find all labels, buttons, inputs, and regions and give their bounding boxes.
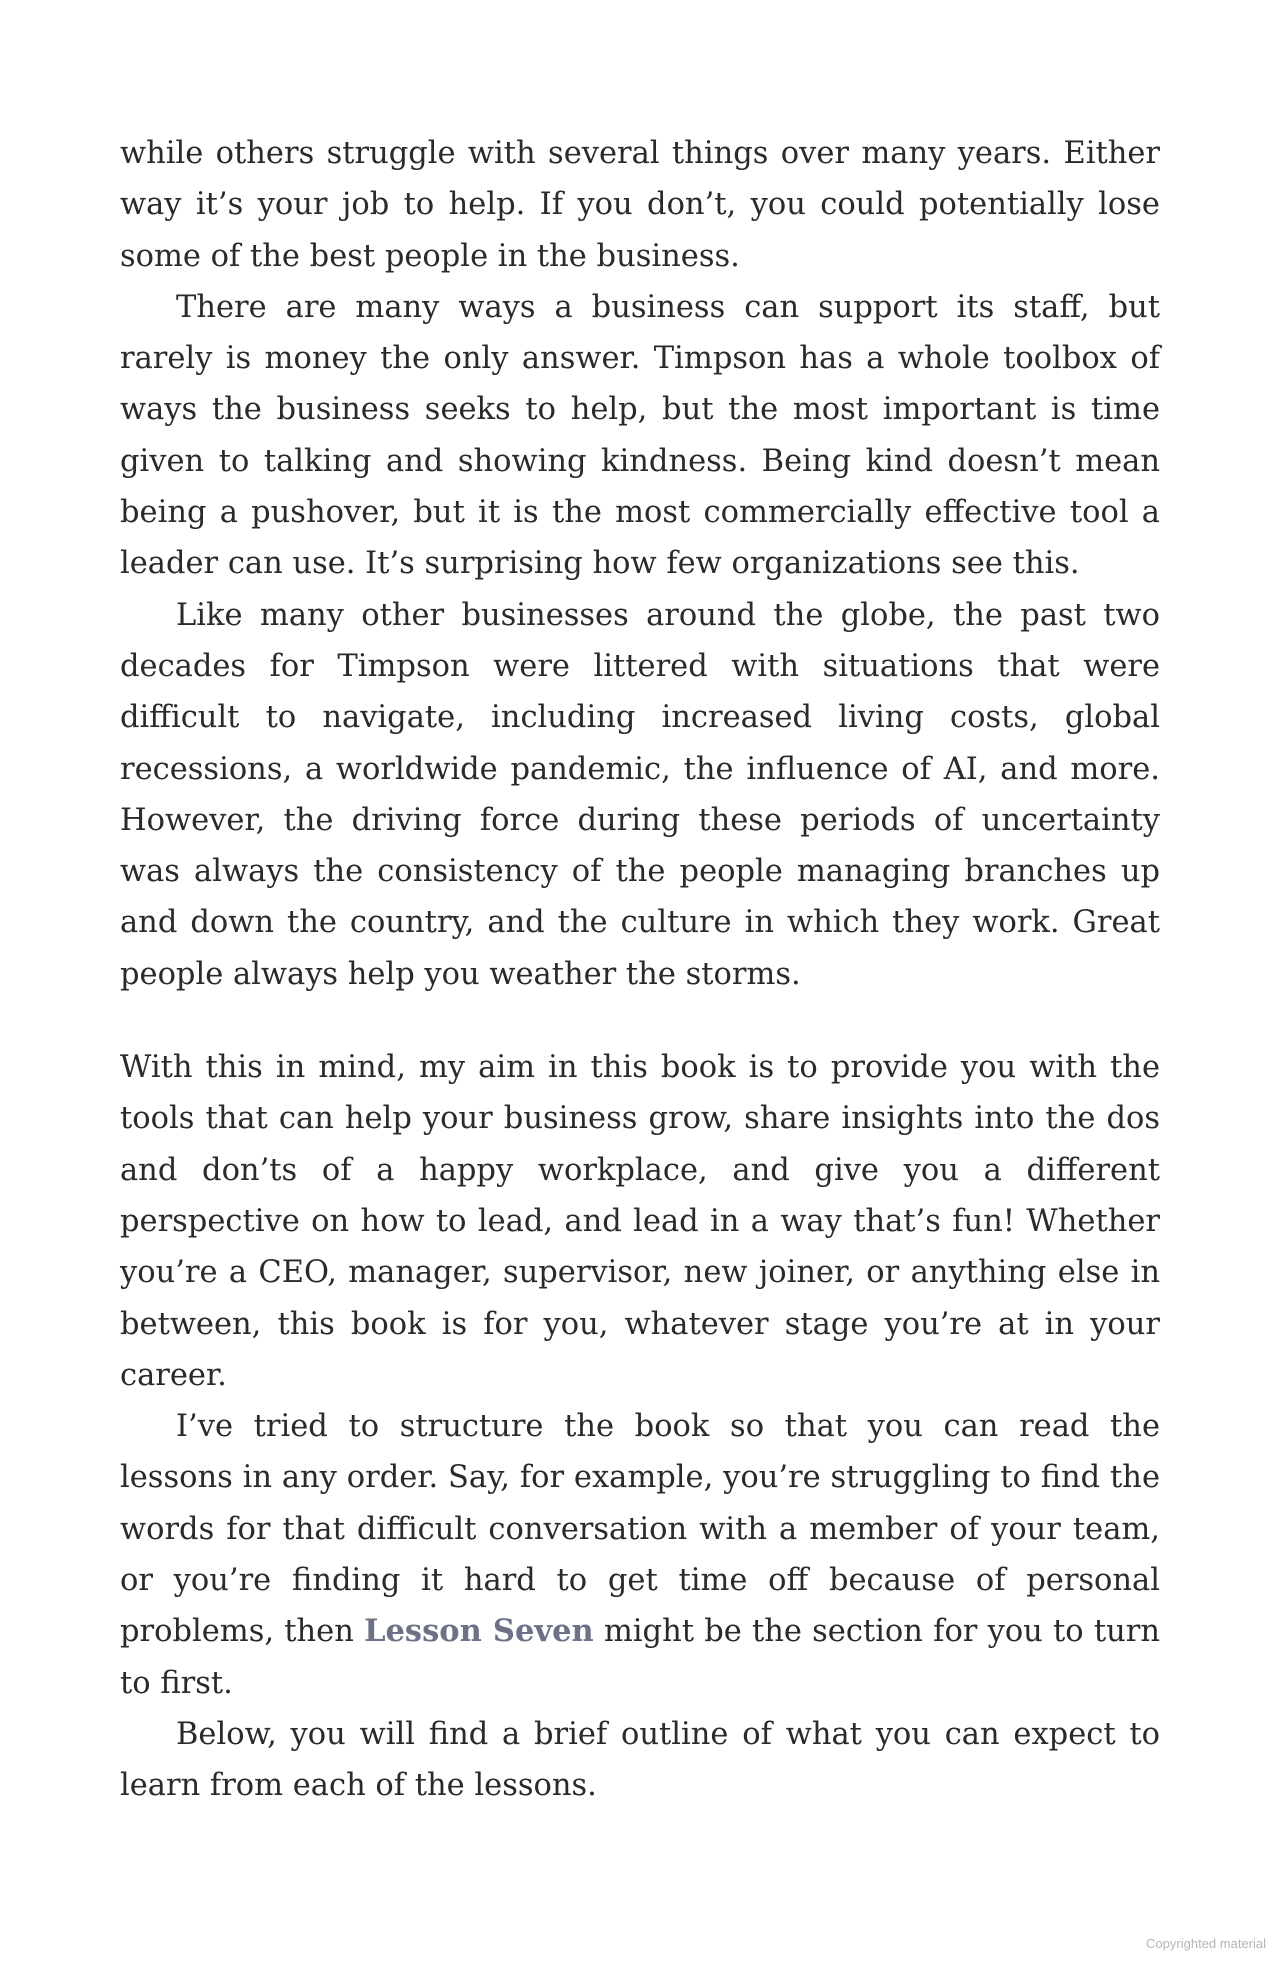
copyright-notice: Copyrighted material (1146, 1936, 1266, 1951)
paragraph-continuation: while others struggle with several things over many years. Either way it’s your job to help. If you don’t, you could potentially lose some of the best people in the business. (120, 136, 1160, 274)
section-break (120, 1000, 1160, 1042)
page-body (120, 128, 1160, 1812)
paragraph-text-before-link: I’ve tried to structure the book so that you can read the lessons in any order. Say, for example, you’re struggling to find the words for that difficult conversation with a member of your team, or you’re finding it hard to get time off because of personal problems, then (120, 1409, 1160, 1650)
paragraph-support-staff: There are many ways a business can support its staff, but rarely is money the only answer. Timpson has a whole toolbox of ways the business seeks to help, but the most important is time given to talking and showing kindness. Being kind doesn’t mean being a pushover, but it is the most commercially effective tool a leader can use. It’s surprising how few organizations see this. (120, 289, 1160, 582)
lesson-seven-link[interactable]: Lesson Seven (364, 1613, 594, 1650)
paragraph-text-after-link: might be the section for you to turn to first. (120, 1614, 1160, 1701)
paragraph-two-decades: Like many other businesses around the globe, the past two decades for Timpson were littered with situations that were difficult to navigate, including increased living costs, global recessions, a worldwide pandemic, the influence of AI, and more. However, the driving force during these periods of uncertainty was always the consistency of the people managing branches up and down the country, and the culture in which they work. Great people always help you weather the storms. (120, 597, 1160, 992)
paragraph-book-structure (120, 1401, 1160, 1709)
paragraph-book-aim: With this in mind, my aim in this book is to provide you with the tools that can help your business grow, share insights into the dos and don’ts of a happy workplace, and give you a different perspective on how to lead, and lead in a way that’s fun! Whether you’re a CEO, manager, supervisor, new joiner, or anything else in between, this book is for you, whatever stage you’re at in your career. (120, 1050, 1160, 1393)
paragraph-outline-intro: Below, you will find a brief outline of what you can expect to learn from each of the lessons. (120, 1716, 1160, 1804)
